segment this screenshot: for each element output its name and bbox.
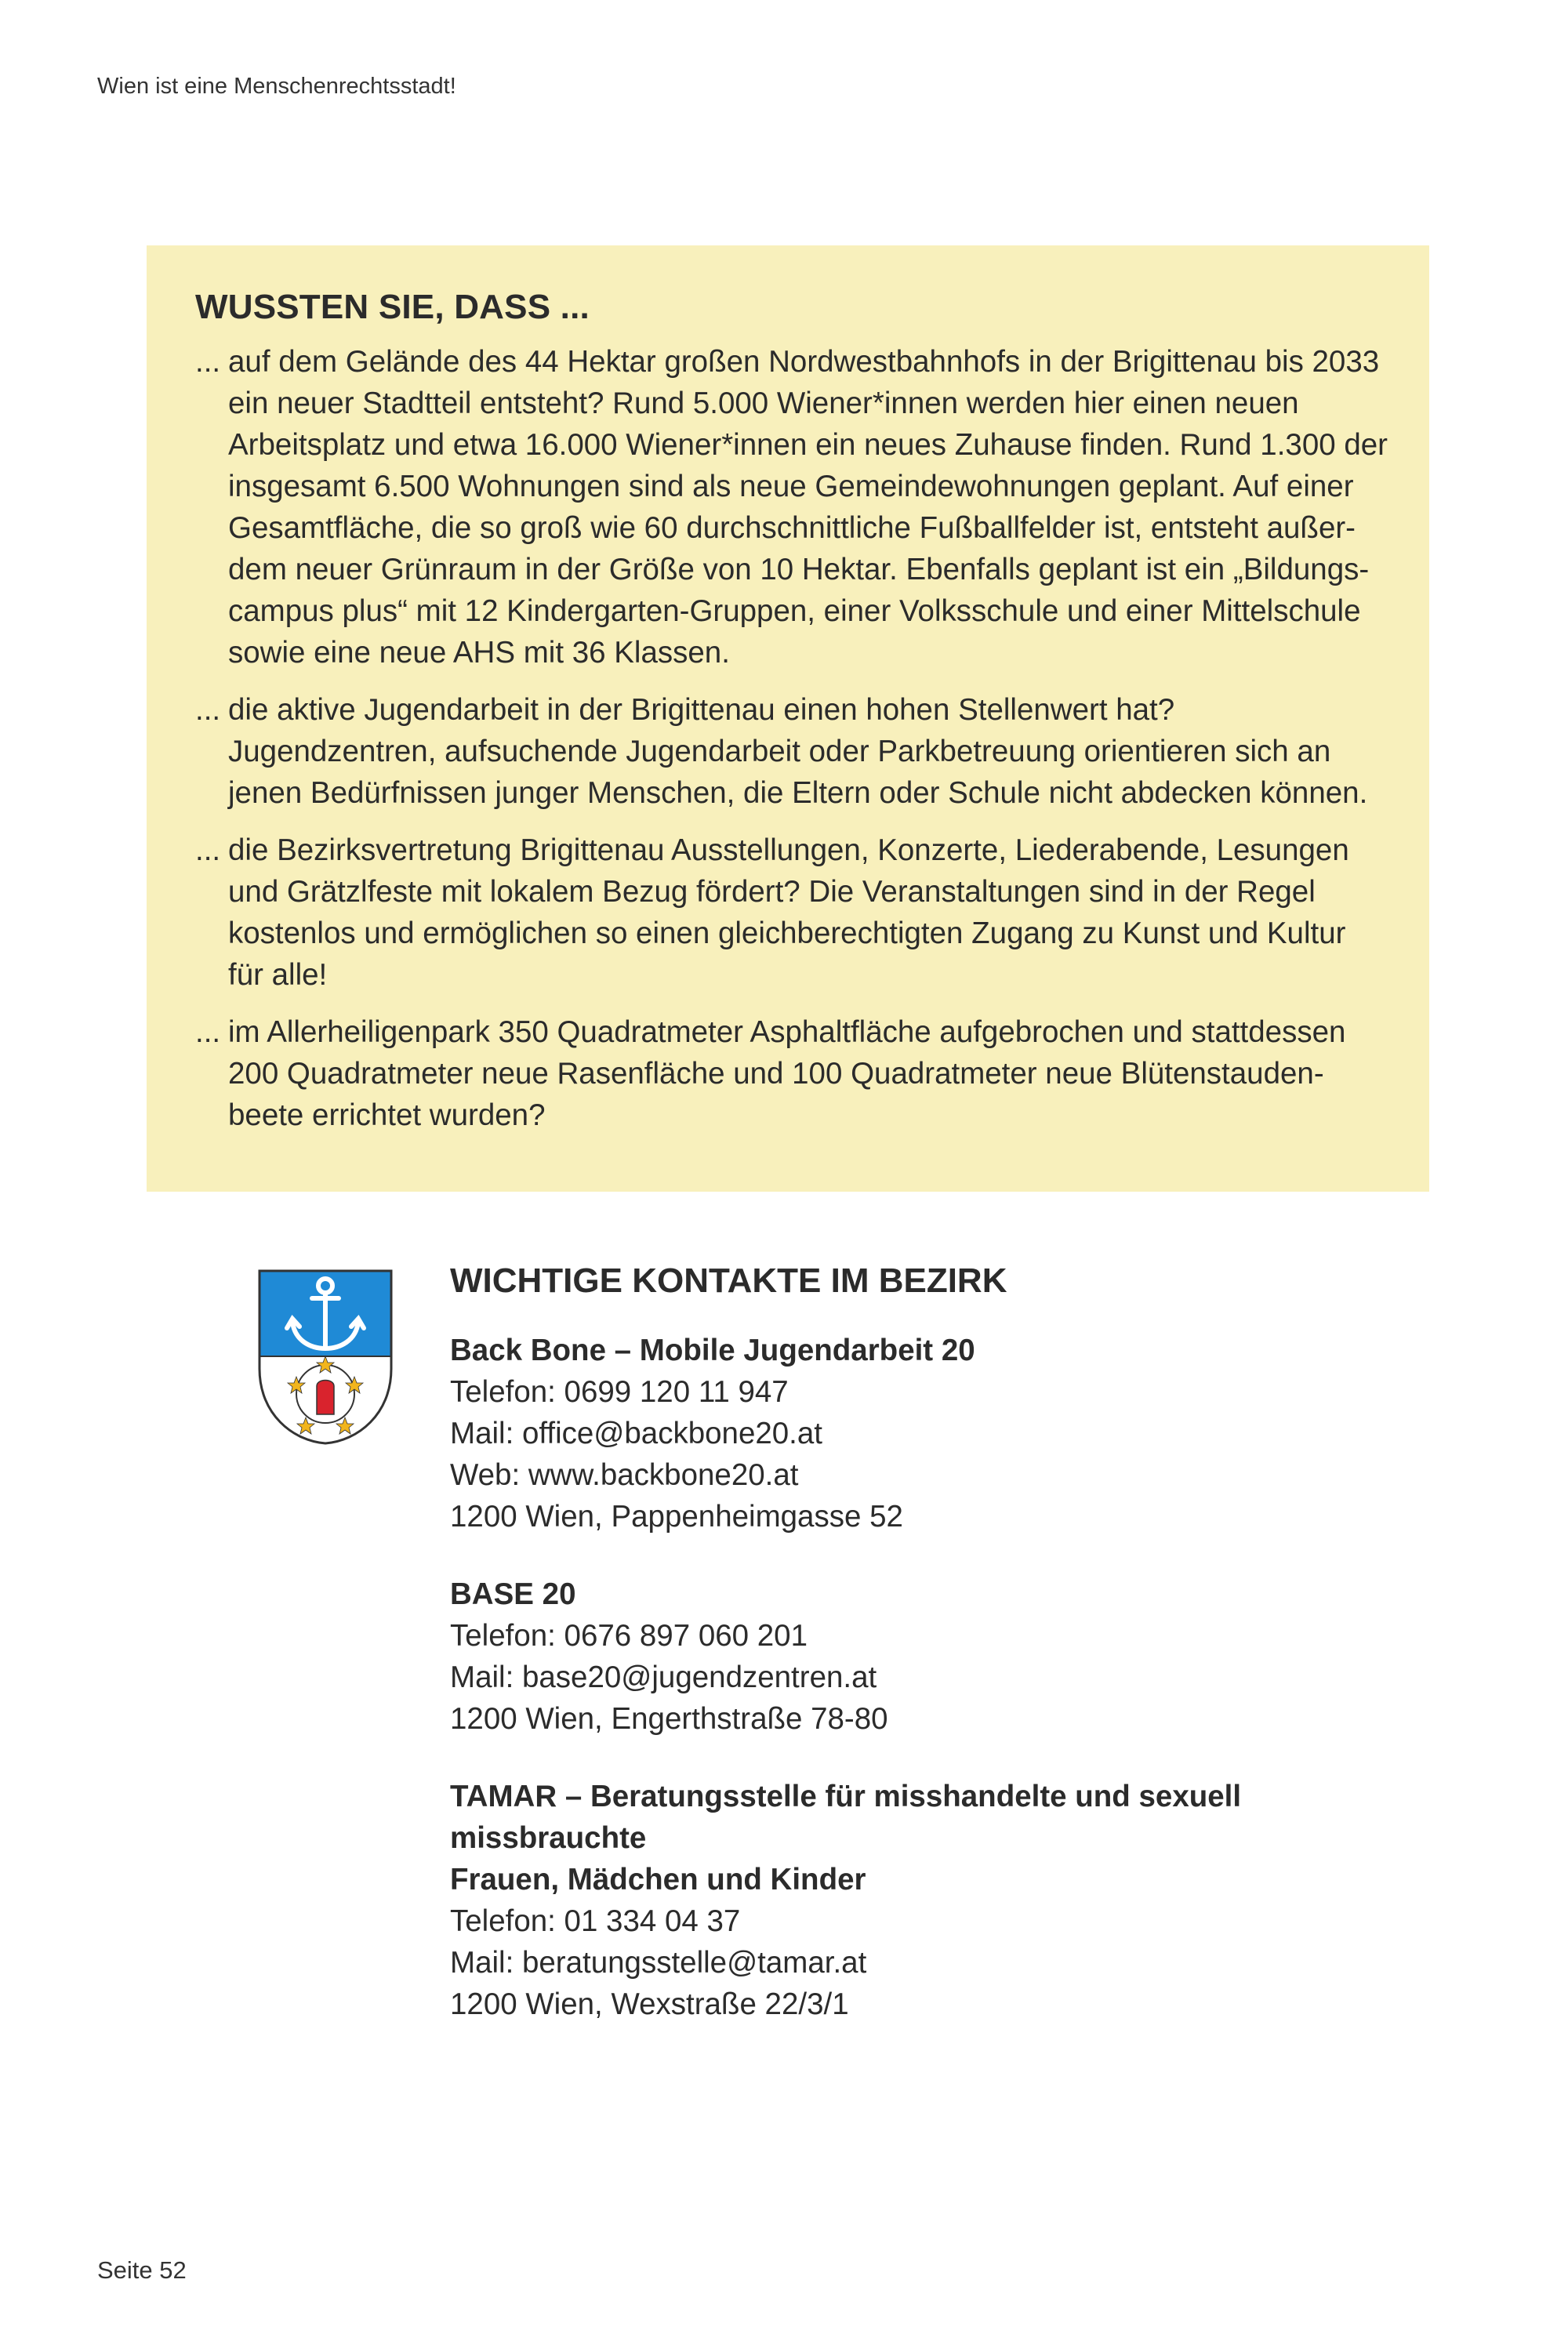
contact-web: Web: www.backbone20.at	[450, 1458, 799, 1492]
fact-line: und Grätzlfeste mit lokalem Bezug fördert? Die Veranstaltungen sind in der Regel	[228, 875, 1316, 909]
fact-line: 200 Quadratmeter neue Rasenfläche und 100 Quadratmeter neue Blütenstauden-	[228, 1057, 1324, 1091]
contact-phone: Telefon: 0699 120 11 947	[450, 1375, 789, 1409]
fact-item	[195, 689, 1398, 814]
contact-mail: Mail: base20@jugendzentren.at	[450, 1661, 877, 1694]
fact-line: beete errichtet wurden?	[228, 1098, 546, 1132]
contact-name-continued: Frauen, Mädchen und Kinder	[450, 1863, 866, 1896]
fact-line: Jugendzentren, aufsuchende Jugendarbeit oder Parkbetreuung orientieren sich an	[228, 735, 1331, 768]
fact-line: Gesamtfläche, die so groß wie 60 durchschnittliche Fußballfelder ist, entsteht außer-	[228, 511, 1356, 545]
contact-phone: Telefon: 0676 897 060 201	[450, 1619, 808, 1653]
fact-line: Arbeitsplatz und etwa 16.000 Wiener*innen ein neues Zuhause finden. Rund 1.300 der	[228, 428, 1388, 462]
fact-item	[195, 1011, 1398, 1136]
fact-ellipsis: ...	[195, 345, 221, 379]
contact-address: 1200 Wien, Wexstraße 22/3/1	[450, 1987, 849, 2021]
fact-ellipsis: ...	[195, 1015, 221, 1049]
contact-base20	[450, 1573, 1438, 1740]
contact-mail: Mail: office@backbone20.at	[450, 1417, 822, 1450]
fact-line: sowie eine neue AHS mit 36 Klassen.	[228, 636, 730, 670]
fact-line: jenen Bedürfnissen junger Menschen, die Eltern oder Schule nicht abdecken können.	[228, 776, 1368, 810]
fact-ellipsis: ...	[195, 693, 221, 727]
fact-item	[195, 341, 1398, 673]
contact-mail: Mail: beratungsstelle@tamar.at	[450, 1946, 867, 1980]
fact-line: für alle!	[228, 958, 328, 992]
coat-of-arms-brigittenau-icon	[257, 1269, 394, 1446]
fact-item	[195, 829, 1398, 996]
fact-line: campus plus“ mit 12 Kindergarten-Gruppen, einer Volksschule und einer Mittelschule	[228, 594, 1361, 628]
fact-line: im Allerheiligenpark 350 Quadratmeter Asphaltfläche aufgebrochen und stattdessen	[228, 1015, 1346, 1049]
contact-address: 1200 Wien, Engerthstraße 78-80	[450, 1702, 888, 1736]
district-contacts	[450, 1258, 1438, 2061]
fact-line: ein neuer Stadtteil entsteht? Rund 5.000 Wiener*innen werden hier einen neuen	[228, 387, 1299, 420]
contact-backbone	[450, 1330, 1438, 1537]
fact-line: dem neuer Grünraum in der Größe von 10 Hektar. Ebenfalls geplant ist ein „Bildungs-	[228, 553, 1370, 586]
contact-name: Back Bone – Mobile Jugendarbeit 20	[450, 1334, 975, 1367]
fact-line: kostenlos und ermöglichen so einen gleichberechtigten Zugang zu Kunst und Kultur	[228, 916, 1346, 950]
contact-name: TAMAR – Beratungsstelle für misshandelte und sexuell missbrauchte	[450, 1780, 1242, 1855]
running-header: Wien ist eine Menschenrechtsstadt!	[97, 74, 456, 99]
contact-address: 1200 Wien, Pappenheimgasse 52	[450, 1500, 903, 1534]
fact-line: auf dem Gelände des 44 Hektar großen Nordwestbahnhofs in der Brigittenau bis 2033	[228, 345, 1380, 379]
page-number: Seite 52	[97, 2256, 187, 2284]
fact-line: die aktive Jugendarbeit in der Brigittenau einen hohen Stellenwert hat?	[228, 693, 1175, 727]
did-you-know-title: WUSSTEN SIE, DASS ...	[195, 288, 590, 326]
contact-name: BASE 20	[450, 1577, 576, 1611]
contact-phone: Telefon: 01 334 04 37	[450, 1904, 741, 1938]
fact-ellipsis: ...	[195, 833, 221, 867]
fact-line: die Bezirksvertretung Brigittenau Ausstellungen, Konzerte, Liederabende, Lesungen	[228, 833, 1349, 867]
did-you-know-box	[147, 245, 1429, 1192]
fact-line: insgesamt 6.500 Wohnungen sind als neue Gemeindewohnungen geplant. Auf einer	[228, 470, 1354, 503]
contact-tamar	[450, 1776, 1438, 2025]
contacts-title: WICHTIGE KONTAKTE IM BEZIRK	[450, 1261, 1007, 1300]
